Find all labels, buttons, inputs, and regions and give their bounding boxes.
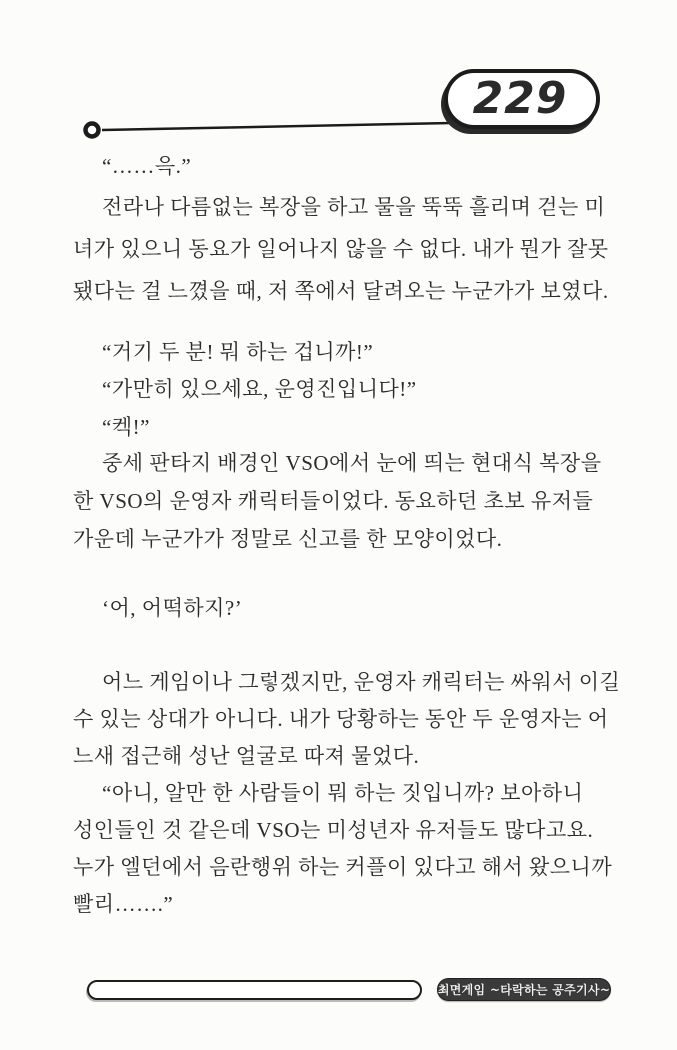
text-line: 중세 판타지 배경인 VSO에서 눈에 띄는 현대식 복장을 <box>102 451 602 475</box>
text-line: 느새 접근해 성난 얼굴로 따져 물었다. <box>73 744 420 768</box>
text-line: “……윽.” <box>102 154 192 178</box>
text-line: 수 있는 상대가 아니다. 내가 당황하는 동안 두 운영자는 어 <box>73 707 609 731</box>
header-rule-line <box>102 123 452 130</box>
text-line: “거기 두 분! 뭐 하는 겁니까!” <box>102 340 374 364</box>
text-line: 녀가 있으니 동요가 일어나지 않을 수 없다. 내가 뭔가 잘못 <box>73 237 609 261</box>
series-badge-label: 최면게임 ~타락하는 공주기사~ <box>437 982 611 997</box>
text-line: 됐다는 걸 느꼈을 때, 저 쪽에서 달려오는 누군가가 보였다. <box>73 279 609 303</box>
text-line: “아니, 알만 한 사람들이 뭐 하는 짓입니까? 보아하니 <box>102 781 584 805</box>
page-number: 229 <box>472 73 568 124</box>
text-line: 한 VSO의 운영자 캐릭터들이었다. 동요하던 초보 유저들 <box>73 489 594 513</box>
footer-rule-pill <box>87 980 422 1000</box>
text-line: “켁!” <box>102 415 150 439</box>
text-line: “가만히 있으세요, 운영진입니다!” <box>102 377 417 401</box>
text-line: ‘어, 어떡하지?’ <box>102 596 243 620</box>
text-line: 누가 엘던에서 음란행위 하는 커플이 있다고 해서 왔으니까 <box>73 855 613 879</box>
text-line: 전라나 다름없는 복장을 하고 물을 뚝뚝 흘리며 걷는 미 <box>102 195 606 219</box>
series-badge <box>437 978 611 1001</box>
text-line: 빨리…….” <box>73 892 174 916</box>
page-number-pill <box>444 69 600 129</box>
text-line: 가운데 누군가가 정말로 신고를 한 모양이었다. <box>73 527 503 551</box>
text-line: 어느 게임이나 그렇겠지만, 운영자 캐릭터는 싸워서 이길 <box>102 670 621 694</box>
text-line: 성인들인 것 같은데 VSO는 미성년자 유저들도 많다고요. <box>73 818 594 842</box>
header-rule-ring-icon <box>86 124 99 137</box>
